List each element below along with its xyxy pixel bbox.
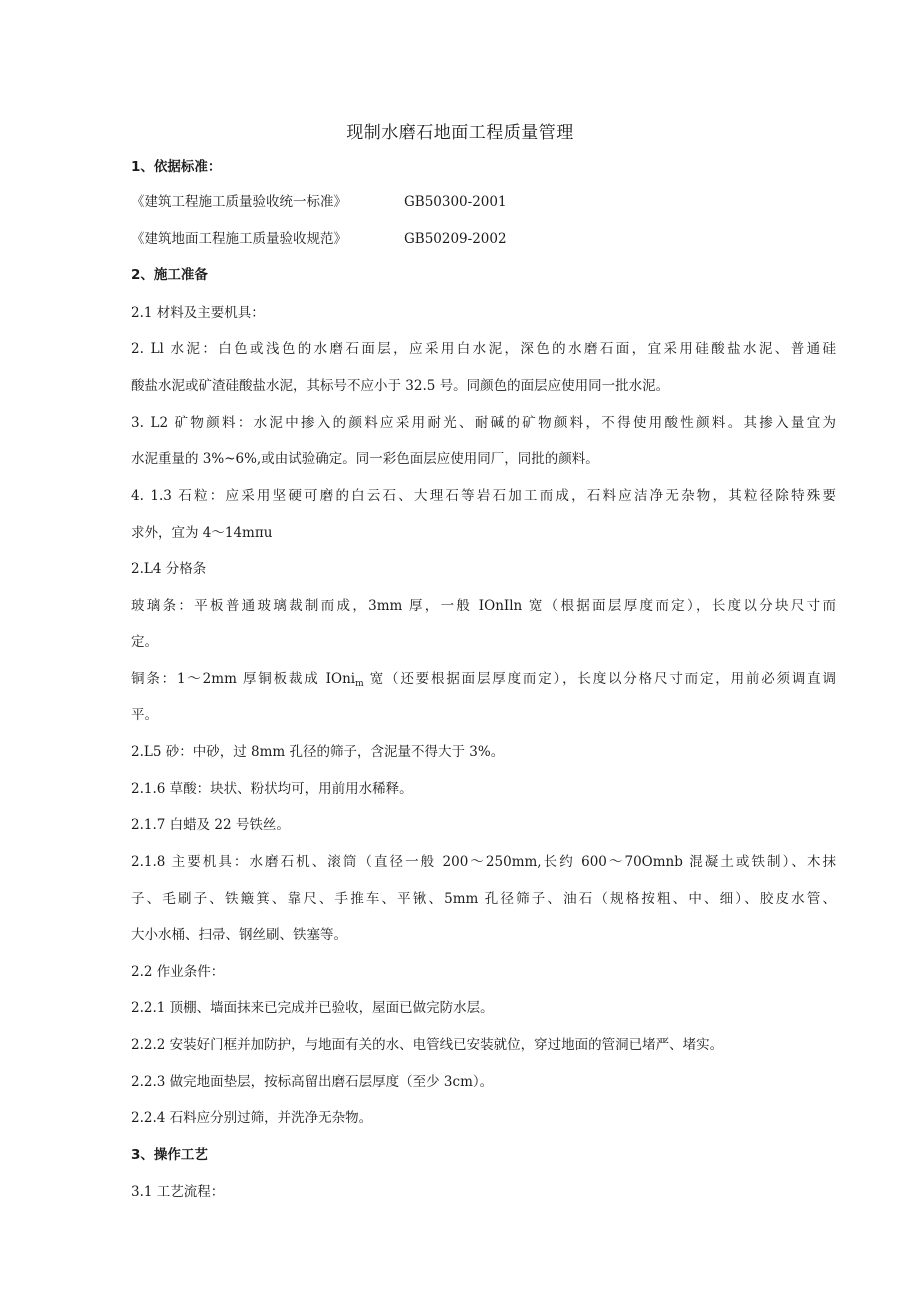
paragraph: 3.1 工艺流程： <box>131 1184 225 1200</box>
paragraph: 2.2.4 石料应分别过筛，并洗净无杂物。 <box>131 1110 373 1126</box>
paragraph: 2.L5 砂：中砂，过 8mm 孔径的筛子，含泥量不得大于 3%。 <box>131 744 505 760</box>
standard-code: GB50300-2001 <box>404 194 507 210</box>
paragraph-line: 求外，宜为 4～14mπu <box>131 525 273 541</box>
standard-reference-2 <box>131 229 836 249</box>
paragraph-line: 3. L2 矿物颜料：水泥中掺入的颜料应采用耐光、耐碱的矿物颜料，不得使用酸性颜料。其掺入量宜为 <box>131 415 836 431</box>
paragraph-line: 酸盐水泥或矿渣硅酸盐水泥，其标号不应小于 32.5 号。同颜色的面层应使用同一批水泥。 <box>131 378 670 394</box>
paragraph-line: 4. 1.3 石粒：应采用坚硬可磨的白云石、大理石等岩石加工而成，石料应洁净无杂物，其粒径除特殊要 <box>131 488 836 504</box>
text-run: 宽（还要根据面层厚度而定），长度以分格尺寸而定，用前必须调直调 <box>363 671 836 687</box>
standard-reference-1 <box>131 192 836 212</box>
paragraph: 2.1.6 草酸：块状、粉状均可，用前用水稀释。 <box>131 781 413 797</box>
paragraph-line: 定。 <box>131 634 158 650</box>
document-title: 现制水磨石地面工程质量管理 <box>346 123 574 143</box>
subscript: m <box>355 679 364 689</box>
paragraph-line: 水泥重量的 3%~6%,或由试验确定。同一彩色面层应使用同厂，同批的颜料。 <box>131 451 599 467</box>
paragraph: 2.L4 分格条 <box>131 561 207 577</box>
paragraph: 2.1 材料及主要机具： <box>131 305 265 321</box>
paragraph-line: 玻璃条：平板普通玻璃裁制而成，3mm 厚，一般 IOnIln 宽（根据面层厚度而定），长度以分块尺寸而 <box>131 598 836 614</box>
paragraph-line: 大小水桶、扫帚、钢丝刷、铁塞等。 <box>131 927 347 943</box>
paragraph: 2.2.3 做完地面垫层，按标高留出磨石层厚度（至少 3cm）。 <box>131 1074 494 1090</box>
section-heading-process: 3、操作工艺 <box>131 1147 208 1163</box>
section-heading-standards: 1、依据标准： <box>131 159 222 175</box>
paragraph-line: 2.1.8 主要机具：水磨石机、滚筒（直径一般 200～250mm,长约 600～70Omnb 混凝土或铁制）、木抹 <box>131 854 836 870</box>
paragraph: 2.1.7 白蜡及 22 号铁丝。 <box>131 817 290 833</box>
section-heading-preparation: 2、施工准备 <box>131 267 208 283</box>
paragraph: 2.2.2 安装好门框并加防护，与地面有关的水、电管线已安装就位，穿过地面的管洞已堵严、堵实。 <box>131 1037 724 1053</box>
paragraph-line <box>131 669 836 689</box>
standard-name: 《建筑工程施工质量验收统一标准》 <box>131 194 347 210</box>
paragraph-line: 子、毛刷子、铁簸箕、靠尺、手推车、平锹、5mm 孔径筛子、油石（规格按粗、中、细）、胶皮水管、 <box>131 891 836 907</box>
paragraph-line: 2. Ll 水泥：白色或浅色的水磨石面层，应采用白水泥，深色的水磨石面，宜采用硅酸盐水泥、普通硅 <box>131 341 836 357</box>
paragraph: 2.2.1 顶棚、墙面抹来已完成并已验收，屋面已做完防水层。 <box>131 1000 494 1016</box>
standard-name: 《建筑地面工程施工质量验收规范》 <box>131 231 347 247</box>
text-run: 铜条：1～2mm 厚铜板裁成 IOni <box>131 671 356 687</box>
paragraph-line: 平。 <box>131 707 158 723</box>
paragraph: 2.2 作业条件： <box>131 964 225 980</box>
standard-code: GB50209-2002 <box>404 231 507 247</box>
